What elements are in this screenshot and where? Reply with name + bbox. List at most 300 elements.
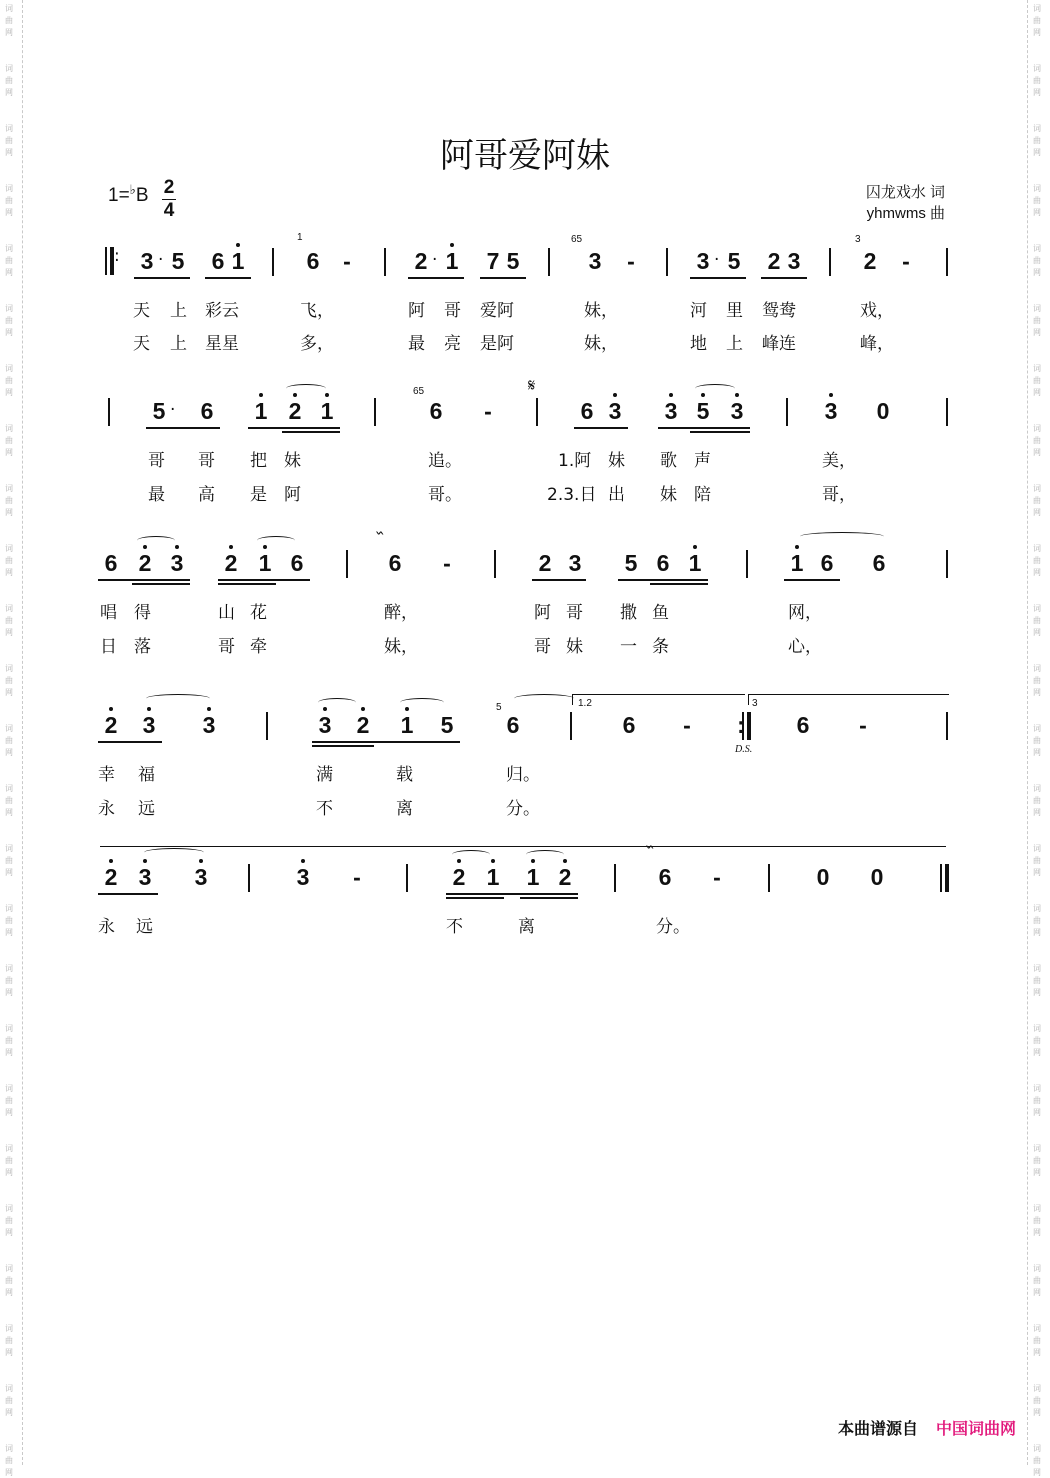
watermark-char: 网 (1033, 1108, 1041, 1117)
high-octave-dot (293, 393, 297, 397)
high-octave-dot (323, 707, 327, 711)
note: 6 (429, 398, 443, 424)
underline (98, 741, 162, 743)
watermark-char: 词 (5, 1264, 13, 1273)
watermark-char: 曲 (1033, 556, 1041, 565)
lyric: 戏， (860, 301, 894, 321)
note: 5 (624, 550, 638, 576)
watermark-char: 词 (1033, 724, 1041, 733)
lyric: 地 (690, 334, 707, 354)
watermark-char: 词 (5, 964, 13, 973)
lyric: 峰连 (762, 334, 796, 354)
volta-3 (748, 694, 949, 705)
lyric: 河 (690, 301, 707, 321)
barline (272, 248, 274, 276)
lyric: 阿 (408, 301, 425, 321)
watermark-char: 词 (5, 1204, 13, 1213)
lyric: 花 (250, 603, 267, 623)
lyric: 妹 (608, 451, 625, 471)
barline (829, 248, 831, 276)
watermark-char: 曲 (1033, 616, 1041, 625)
barline (746, 550, 748, 578)
lyric: 哥 (444, 301, 461, 321)
high-octave-dot (236, 243, 240, 247)
lyric: 哥， (822, 485, 856, 505)
watermark-char: 网 (1033, 1468, 1041, 1477)
lyric: 最 (408, 334, 425, 354)
watermark-char: 词 (5, 1024, 13, 1033)
watermark-char: 词 (1033, 364, 1041, 373)
watermark-char: 词 (5, 724, 13, 733)
watermark-char: 网 (5, 388, 13, 397)
watermark-char: 网 (1033, 1408, 1041, 1417)
lyric: 彩云 (205, 301, 239, 321)
note: 0 (876, 398, 890, 424)
note: 2 (100, 712, 122, 739)
grace-note: 65 (571, 234, 583, 245)
watermark-char: 网 (1033, 628, 1041, 637)
watermark-char: 网 (5, 1048, 13, 1057)
lyric: 天 (133, 334, 150, 354)
lyric: 妹 (566, 637, 583, 657)
dash: - (343, 248, 351, 274)
watermark-char: 网 (1033, 268, 1041, 277)
watermark-char: 网 (5, 688, 13, 697)
note: 6 (622, 712, 636, 738)
watermark-char: 曲 (1033, 856, 1041, 865)
lyric: 幸 (98, 765, 115, 785)
note: 1 (441, 248, 463, 275)
lyric: 美， (822, 451, 856, 471)
dash: - (627, 248, 635, 274)
underline (446, 893, 504, 895)
lyric: 永 (98, 917, 115, 937)
lyric: 妹， (384, 637, 418, 657)
watermark-char: 网 (5, 1228, 13, 1237)
dash: - (859, 712, 867, 738)
underline (408, 277, 464, 279)
lyric: 网， (788, 603, 822, 623)
watermark-char: 网 (5, 928, 13, 937)
high-octave-dot (143, 545, 147, 549)
note: 3 (696, 248, 710, 274)
lyric: 山 (218, 603, 235, 623)
watermark-char: 词 (1033, 1144, 1041, 1153)
lyric: 远 (136, 917, 153, 937)
watermark-char: 曲 (1033, 976, 1041, 985)
watermark-char: 词 (1033, 244, 1041, 253)
segno: 𝄋 (528, 376, 536, 396)
volta-label: 1.2 (578, 698, 592, 709)
volta-1-2 (572, 694, 745, 705)
lyric: 鱼 (652, 603, 669, 623)
barline (248, 864, 250, 892)
underline (784, 579, 840, 581)
watermark-char: 词 (1033, 1084, 1041, 1093)
note: 1 (786, 550, 808, 577)
watermark-char: 曲 (5, 376, 13, 385)
watermark-char: 词 (5, 844, 13, 853)
watermark-char: 网 (5, 508, 13, 517)
watermark-char: 词 (5, 424, 13, 433)
watermark-char: 曲 (1033, 1096, 1041, 1105)
note: 3 (138, 712, 160, 739)
dot-augment: · (158, 250, 164, 270)
lyric: 峰， (860, 334, 894, 354)
dot-augment: · (714, 250, 720, 270)
watermark-char: 曲 (5, 1456, 13, 1465)
watermark-char: 网 (5, 568, 13, 577)
watermark-char: 曲 (1033, 1216, 1041, 1225)
note: 1 (396, 712, 418, 739)
barline (108, 398, 110, 426)
lyric: 陪 (694, 485, 711, 505)
watermark-char: 曲 (5, 316, 13, 325)
watermark-char: 曲 (5, 496, 13, 505)
volta-top (100, 846, 946, 847)
grace-note: 5 (496, 702, 502, 713)
lyric: 2.3.日 (547, 485, 597, 505)
lyric: 多， (300, 334, 334, 354)
watermark-char: 词 (5, 1444, 13, 1453)
note: 6 (658, 864, 672, 890)
lyric: 得 (134, 603, 151, 623)
footer (838, 1416, 1016, 1439)
high-octave-dot (563, 859, 567, 863)
high-octave-dot (147, 707, 151, 711)
watermark-char: 词 (5, 1084, 13, 1093)
dash: - (443, 550, 451, 576)
lyric: 落 (134, 637, 151, 657)
note: 2 (767, 248, 781, 274)
high-octave-dot (693, 545, 697, 549)
lyric: 上 (726, 334, 743, 354)
watermark-char: 曲 (1033, 736, 1041, 745)
lyric: 分。 (656, 917, 690, 937)
note: 6 (200, 398, 214, 424)
underline (446, 897, 504, 899)
high-octave-dot (143, 859, 147, 863)
watermark-char: 网 (1033, 208, 1041, 217)
high-octave-dot (613, 393, 617, 397)
dot-augment: · (170, 400, 176, 420)
note: 5 (152, 398, 166, 424)
repeat-dots: : (737, 712, 745, 738)
lyric: 福 (138, 765, 155, 785)
watermark-char: 词 (1033, 64, 1041, 73)
watermark-char: 词 (5, 604, 13, 613)
watermark-char: 网 (5, 268, 13, 277)
lyric: 高 (198, 485, 215, 505)
watermark-char: 曲 (5, 1096, 13, 1105)
dash: - (683, 712, 691, 738)
volta-label: 3 (752, 698, 758, 709)
watermark-char: 网 (1033, 808, 1041, 817)
barline (374, 398, 376, 426)
lyric: 永 (98, 799, 115, 819)
watermark-char: 曲 (1033, 256, 1041, 265)
watermark-char: 词 (1033, 784, 1041, 793)
lyric: 归。 (506, 765, 540, 785)
barline (266, 712, 268, 740)
barline (946, 550, 948, 578)
underline (650, 579, 708, 581)
watermark-char: 词 (5, 1144, 13, 1153)
lyric: 哥 (218, 637, 235, 657)
watermark-char: 曲 (5, 1396, 13, 1405)
lyric: 飞， (300, 301, 334, 321)
watermark-char: 网 (5, 748, 13, 757)
watermark-char: 词 (1033, 904, 1041, 913)
underline (98, 893, 158, 895)
high-octave-dot (259, 393, 263, 397)
repeat-dots: : (114, 246, 120, 266)
watermark-char: 网 (5, 988, 13, 997)
lyric: 不 (446, 917, 463, 937)
lyric: 醉， (384, 603, 418, 623)
lyric: 牵 (250, 637, 267, 657)
watermark-char: 网 (1033, 328, 1041, 337)
slur (144, 848, 204, 857)
note: 6 (656, 550, 670, 576)
watermark-char: 网 (5, 628, 13, 637)
footer-source: 本曲谱源自 (837, 1419, 918, 1438)
barline (666, 248, 668, 276)
ds-mark: D.S. (735, 744, 753, 755)
watermark-char: 词 (1033, 1444, 1041, 1453)
dash: - (713, 864, 721, 890)
watermark-char: 词 (1033, 1204, 1041, 1213)
watermark-char: 曲 (1033, 1276, 1041, 1285)
lyric: 条 (652, 637, 669, 657)
high-octave-dot (361, 707, 365, 711)
high-octave-dot (531, 859, 535, 863)
note: 2 (134, 550, 156, 577)
final-barline (940, 864, 949, 892)
note: 3 (726, 398, 748, 425)
watermark-char: 曲 (1033, 376, 1041, 385)
underline (205, 277, 251, 279)
lyric: 星星 (205, 334, 239, 354)
slur (318, 698, 356, 707)
watermark-char: 网 (1033, 1168, 1041, 1177)
slur (400, 698, 444, 707)
note: 6 (580, 398, 594, 424)
watermark-char: 网 (1033, 988, 1041, 997)
note: 5 (727, 248, 741, 274)
lyric: 把 (250, 451, 267, 471)
lyric: 声 (694, 451, 711, 471)
lyric: 里 (726, 301, 743, 321)
watermark-char: 曲 (1033, 916, 1041, 925)
watermark-char: 网 (1033, 1348, 1041, 1357)
watermark-char: 词 (1033, 1024, 1041, 1033)
slur (526, 850, 564, 859)
barline (570, 712, 572, 740)
watermark-char: 网 (5, 1108, 13, 1117)
watermark-char: 曲 (1033, 16, 1041, 25)
watermark-char: 词 (1033, 964, 1041, 973)
watermark-char: 曲 (5, 196, 13, 205)
watermark-char: 网 (1033, 928, 1041, 937)
watermark-char: 网 (5, 148, 13, 157)
note: 1 (684, 550, 706, 577)
high-octave-dot (829, 393, 833, 397)
lyric: 妹， (584, 301, 618, 321)
lyric: 满 (316, 765, 333, 785)
underline (312, 745, 374, 747)
high-octave-dot (263, 545, 267, 549)
watermark-char: 词 (1033, 1384, 1041, 1393)
watermark-char: 网 (1033, 448, 1041, 457)
high-octave-dot (207, 707, 211, 711)
lyric: 唱 (100, 603, 117, 623)
lyric: 哥 (148, 451, 165, 471)
lyric: 离 (396, 799, 413, 819)
lyric: 心， (788, 637, 822, 657)
lyric: 是阿 (480, 334, 514, 354)
note: 3 (134, 864, 156, 891)
note: 6 (388, 550, 402, 576)
watermark-char: 词 (5, 184, 13, 193)
barline (384, 248, 386, 276)
high-octave-dot (735, 393, 739, 397)
watermark-char: 词 (5, 4, 13, 13)
watermark-char: 网 (1033, 1288, 1041, 1297)
watermark-char: 网 (5, 328, 13, 337)
watermark-char: 网 (5, 88, 13, 97)
lyric: 歌 (660, 451, 677, 471)
lyric: 一 (620, 637, 637, 657)
barline (494, 550, 496, 578)
lyric: 上 (170, 334, 187, 354)
watermark-char: 曲 (1033, 1456, 1041, 1465)
barline (946, 712, 948, 740)
watermark-char: 词 (5, 1324, 13, 1333)
watermark-char: 网 (5, 868, 13, 877)
time-signature: 2 4 (163, 177, 175, 221)
right-watermark-strip (1027, 0, 1050, 1477)
lyric: 哥 (198, 451, 215, 471)
lyric: 出 (608, 485, 625, 505)
note: 6 (104, 550, 118, 576)
underline (532, 579, 586, 581)
watermark-char: 网 (1033, 688, 1041, 697)
watermark-char: 网 (5, 448, 13, 457)
high-octave-dot (301, 859, 305, 863)
note: 6 (820, 550, 834, 576)
note: 3 (820, 398, 842, 425)
watermark-char: 词 (5, 484, 13, 493)
footer-site: 中国词曲网 (935, 1419, 1016, 1438)
note: 6 (290, 550, 304, 576)
watermark-char: 网 (1033, 88, 1041, 97)
watermark-char: 词 (1033, 424, 1041, 433)
lyric: 阿 (534, 603, 551, 623)
slur (452, 850, 490, 859)
watermark-char: 曲 (1033, 1336, 1041, 1345)
watermark-char: 曲 (5, 1336, 13, 1345)
watermark-char: 网 (1033, 1048, 1041, 1057)
note: 1 (316, 398, 338, 425)
note: 1 (254, 550, 276, 577)
lyric: 阿 (284, 485, 301, 505)
note: 2 (554, 864, 576, 891)
credits (866, 182, 945, 224)
high-octave-dot (175, 545, 179, 549)
watermark-char: 网 (5, 1348, 13, 1357)
high-octave-dot (795, 545, 799, 549)
watermark-char: 网 (1033, 568, 1041, 577)
watermark-char: 网 (5, 1468, 13, 1477)
underline (282, 427, 340, 429)
high-octave-dot (325, 393, 329, 397)
watermark-char: 网 (1033, 388, 1041, 397)
barline (548, 248, 550, 276)
note: 2 (538, 550, 552, 576)
lyric: 分。 (506, 799, 540, 819)
note: 2 (284, 398, 306, 425)
note: 2 (448, 864, 470, 891)
watermark-char: 曲 (5, 916, 13, 925)
lyric: 妹 (284, 451, 301, 471)
note: 6 (872, 550, 886, 576)
watermark-char: 曲 (5, 736, 13, 745)
watermark-char: 词 (1033, 844, 1041, 853)
slur (146, 694, 210, 703)
watermark-char: 网 (5, 28, 13, 37)
lyric: 是 (250, 485, 267, 505)
note: 3 (198, 712, 220, 739)
high-octave-dot (450, 243, 454, 247)
note: 5 (692, 398, 714, 425)
watermark-char: 网 (5, 208, 13, 217)
note: 2 (100, 864, 122, 891)
underline (146, 427, 220, 429)
watermark-char: 词 (1033, 184, 1041, 193)
underline (650, 583, 708, 585)
song-title: 阿哥爱阿妹 (440, 136, 610, 176)
watermark-char: 曲 (1033, 676, 1041, 685)
high-octave-dot (457, 859, 461, 863)
watermark-char: 词 (5, 784, 13, 793)
note: 1 (522, 864, 544, 891)
watermark-char: 词 (5, 124, 13, 133)
final-barline (742, 712, 751, 740)
watermark-char: 网 (1033, 868, 1041, 877)
underline (520, 893, 578, 895)
watermark-char: 曲 (5, 856, 13, 865)
barline (786, 398, 788, 426)
grace-note: 1 (297, 232, 303, 243)
watermark-char: 词 (5, 364, 13, 373)
note: 3 (314, 712, 336, 739)
high-octave-dot (109, 859, 113, 863)
note: 0 (816, 864, 830, 890)
watermark-char: 网 (5, 808, 13, 817)
watermark-char: 曲 (1033, 496, 1041, 505)
watermark-char: 曲 (1033, 796, 1041, 805)
slur (695, 384, 735, 393)
watermark-char: 曲 (1033, 1036, 1041, 1045)
watermark-char: 网 (5, 1288, 13, 1297)
lyric: 爱阿 (480, 301, 514, 321)
grace-note: 3 (855, 234, 861, 245)
note: 3 (588, 248, 602, 274)
underline (312, 741, 374, 743)
barline (768, 864, 770, 892)
barline (346, 550, 348, 578)
